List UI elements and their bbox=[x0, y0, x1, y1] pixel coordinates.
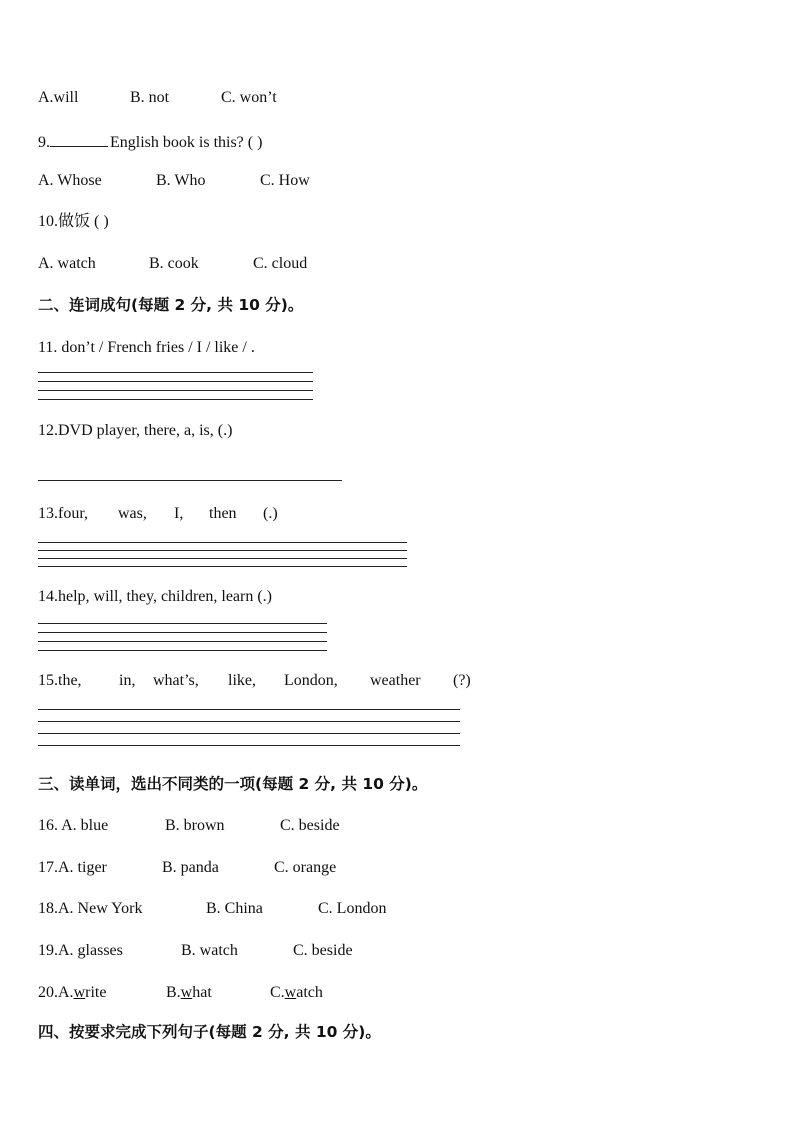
q16-option-c: C. beside bbox=[280, 817, 340, 834]
q8-option-b: B. not bbox=[130, 89, 170, 106]
question-11 bbox=[38, 338, 255, 358]
q9-text: English book is this? ( ) bbox=[110, 134, 263, 151]
section-2-title: 二、连词成句(每题 2 分, 共 10 分)。 bbox=[38, 296, 304, 314]
section-4-title: 四、按要求完成下列句子(每题 2 分, 共 10 分)。 bbox=[38, 1023, 381, 1041]
q11-answer-lines[interactable] bbox=[38, 372, 313, 400]
q19-option-a: 19.A. glasses bbox=[38, 942, 123, 959]
question-9 bbox=[38, 130, 262, 153]
q18-option-a: 18.A. New York bbox=[38, 900, 143, 917]
q20-a-prefix: 20.A. bbox=[38, 984, 74, 1001]
q15-answer-lines[interactable] bbox=[38, 709, 460, 746]
q11-text: 11. don’t / French fries / I / like / . bbox=[38, 339, 255, 356]
q20-option-c bbox=[270, 983, 323, 1003]
q9-option-a: A. Whose bbox=[38, 172, 102, 189]
q20-b-prefix: B. bbox=[166, 984, 181, 1001]
q14-answer-lines[interactable] bbox=[38, 623, 327, 651]
q15-word-2: in, bbox=[119, 672, 136, 689]
q8-option-a: A.will bbox=[38, 89, 79, 106]
q8-options bbox=[38, 88, 277, 108]
q20-a-underlined: w bbox=[73, 984, 86, 1001]
question-17 bbox=[38, 858, 336, 878]
q13-word-3: I, bbox=[174, 505, 184, 522]
q17-option-c: C. orange bbox=[274, 859, 337, 876]
question-20 bbox=[38, 983, 323, 1003]
q9-option-c: C. How bbox=[260, 172, 310, 189]
q9-options bbox=[38, 171, 310, 191]
q14-text: 14.help, will, they, children, learn (.) bbox=[38, 588, 272, 605]
q10-text: 10.做饭 ( ) bbox=[38, 213, 109, 230]
question-19 bbox=[38, 941, 353, 961]
question-15 bbox=[38, 671, 471, 691]
q19-option-c: C. beside bbox=[293, 942, 353, 959]
q10-option-c: C. cloud bbox=[253, 255, 308, 272]
question-16 bbox=[38, 816, 340, 836]
q20-b-underlined: w bbox=[180, 984, 193, 1001]
q16-option-b: B. brown bbox=[165, 817, 225, 834]
question-12 bbox=[38, 421, 232, 441]
q15-word-6: weather bbox=[370, 672, 421, 689]
q20-option-b bbox=[166, 983, 270, 1003]
q10-option-b: B. cook bbox=[149, 255, 199, 272]
question-10 bbox=[38, 212, 109, 232]
q10-options bbox=[38, 254, 307, 274]
q17-option-b: B. panda bbox=[162, 859, 219, 876]
q13-word-1: 13.four, bbox=[38, 505, 89, 522]
q15-word-3: what’s, bbox=[153, 672, 199, 689]
q20-a-rest: rite bbox=[85, 984, 107, 1001]
q15-word-5: London, bbox=[284, 672, 338, 689]
q20-c-prefix: C. bbox=[270, 984, 285, 1001]
q9-blank[interactable] bbox=[50, 130, 108, 147]
q15-word-1: 15.the, bbox=[38, 672, 82, 689]
q13-word-2: was, bbox=[118, 505, 147, 522]
q9-option-b: B. Who bbox=[156, 172, 206, 189]
q18-option-b: B. China bbox=[206, 900, 263, 917]
question-18 bbox=[38, 899, 386, 919]
q19-option-b: B. watch bbox=[181, 942, 238, 959]
q18-option-c: C. London bbox=[318, 900, 387, 917]
q13-word-4: then bbox=[209, 505, 237, 522]
q15-word-7: (?) bbox=[453, 672, 471, 689]
q13-word-5: (.) bbox=[263, 505, 278, 522]
q8-option-c: C. won’t bbox=[221, 89, 277, 106]
q13-answer-lines[interactable] bbox=[38, 542, 407, 567]
q17-option-a: 17.A. tiger bbox=[38, 859, 107, 876]
q16-option-a: 16. A. blue bbox=[38, 817, 109, 834]
q20-b-rest: hat bbox=[192, 984, 212, 1001]
q20-c-rest: atch bbox=[296, 984, 323, 1001]
question-13 bbox=[38, 504, 278, 524]
q20-option-a bbox=[38, 983, 166, 1003]
q20-c-underlined: w bbox=[284, 984, 297, 1001]
question-14 bbox=[38, 587, 272, 607]
section-3-title: 三、读单词，选出不同类的一项(每题 2 分, 共 10 分)。 bbox=[38, 775, 428, 793]
q10-option-a: A. watch bbox=[38, 255, 96, 272]
q12-text: 12.DVD player, there, a, is, (.) bbox=[38, 422, 233, 439]
q9-number: 9. bbox=[38, 134, 50, 151]
q12-answer-line[interactable] bbox=[38, 480, 342, 481]
q15-word-4: like, bbox=[228, 672, 256, 689]
